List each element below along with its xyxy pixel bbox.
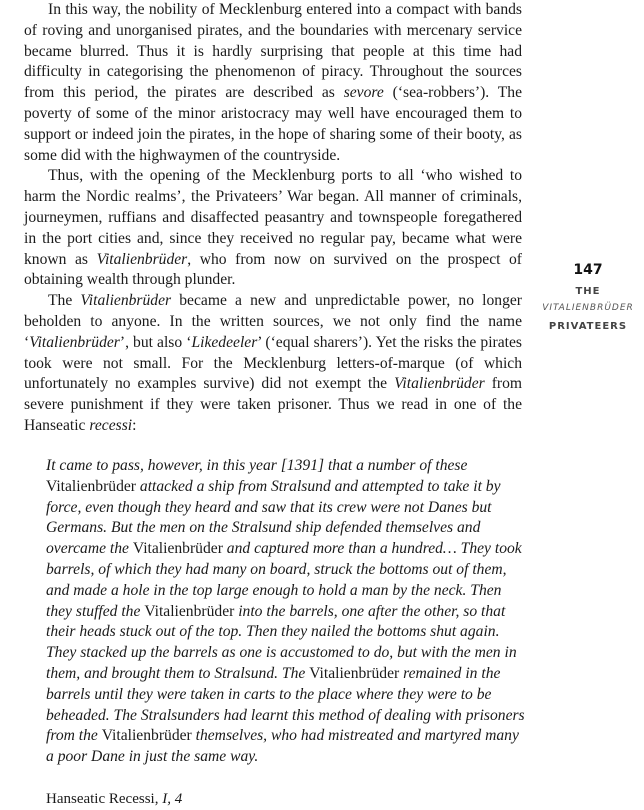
quote-text xyxy=(46,456,526,768)
quote-seg-2: attacked a ship from Stralsund and attempted to take it by force, even though they heard and saw that its crew were not Danes but Germans. But the men on the Stralsund ship defended themselves and overcame the xyxy=(46,477,501,558)
p3-term-recessi: recessi xyxy=(89,416,133,434)
quote-seg-3: and captured more than a hundred… They took barrels, of which they had many on board, struck the bottoms out of them, and made a hole in the top large enough to hold a man by the neck. Then they stuffed the xyxy=(46,540,522,620)
paragraph-2 xyxy=(24,166,522,291)
p1-text-c: (‘sea-robbers’). The poverty of some of the minor aristocracy may well have encouraged them to support or indeed join the pirates, in the hope of sharing some of their booty, as some did with the highwaymen of the countryside. xyxy=(24,84,522,164)
p2-term: Vitalienbrüder xyxy=(96,250,188,268)
quote-seg-1: It came to pass, however, in this year [1391] that a number of these xyxy=(46,457,468,474)
p1-term-sevore: sevore xyxy=(343,84,384,102)
running-head-vitalienbruder: VITALIENBRÜDER xyxy=(542,303,634,313)
source-volume: I, 4 xyxy=(162,791,183,807)
running-head-privateers: PRIVATEERS xyxy=(548,321,628,332)
paragraph-1 xyxy=(24,0,522,166)
quote-name-3: Vitalienbrüder xyxy=(144,602,235,620)
p3-term-d: Vitalienbrüder xyxy=(29,333,120,351)
quote-seg-5: remained in the barrels until they were taken in carts to the place where they were to be beheaded. The Stralsunders had learnt this method of dealing with prisoners from the xyxy=(46,664,525,745)
p3-text-c: became a new and unpredictable power, no longer beholden to anyone. In the written sources, we not only find the name ‘ xyxy=(24,292,522,351)
paragraph-3 xyxy=(24,291,522,437)
p3-term-h: Vitalienbrüder xyxy=(394,375,485,393)
p3-term-b: Vitalienbrüder xyxy=(80,292,172,310)
p3-text-g: ’ (‘equal sharers’). Yet the risks the pirates took were not small. For the Mecklenburg letters-of-marque (of which unfortunately no examples survive) did not exempt the xyxy=(24,333,522,393)
main-text xyxy=(24,0,522,437)
quote-name-4: Vitalienbrüder xyxy=(309,664,400,682)
p3-text-a: The xyxy=(48,292,81,310)
quote-source xyxy=(46,789,182,809)
quote-seg-6: themselves, who had mistreated and martyred many a poor Dane in just the same way. xyxy=(46,727,519,766)
source-name: Hanseatic Recessi, xyxy=(46,791,163,807)
block-quote xyxy=(46,456,526,768)
p2-text-c: , who from now on survived on the prospect of obtaining wealth through plunder. xyxy=(24,250,522,289)
p1-text-a: In this way, the nobility of Mecklenburg entered into a compact with bands of roving and unorganised pirates, and the boundaries with mercenary service became blurred. Thus it is hardly surprising that people at this time had difficulty in categorising the phenomenon of piracy. Throughout the sources from this period, the pirates are described as xyxy=(24,1,522,102)
page-number: 147 xyxy=(573,262,603,278)
running-head-the: THE xyxy=(575,286,601,297)
p3-text-i: from severe punishment if they were taken prisoner. Thus we read in one of the Hanseatic xyxy=(24,375,523,434)
p3-text-k: : xyxy=(132,416,137,434)
quote-seg-4: into the barrels, one after the other, so that their heads stuck out of the top. Then they nailed the bottoms shut again. They stacked up the barrels as one is accustomed to do, but with the men in them, and brought them to Stralsund. The xyxy=(46,602,517,682)
quote-name-2: Vitalienbrüder xyxy=(132,540,223,558)
p3-term-likedeeler: Likedeeler xyxy=(191,333,258,351)
quote-name-5: Vitalienbrüder xyxy=(101,727,192,745)
running-head-sidebar xyxy=(532,262,644,332)
quote-name-1: Vitalienbrüder xyxy=(46,477,136,495)
p2-text-a: Thus, with the opening of the Mecklenburg ports to all ‘who wished to harm the Nordic realms’, the Privateers’ War began. All manner of criminals, journeymen, ruffians and disaffected peasantry and townspeople foregathered in the port cities and, since they received no regular pay, became what were known as xyxy=(24,167,522,268)
p3-text-e: ’, but also ‘ xyxy=(119,333,192,351)
